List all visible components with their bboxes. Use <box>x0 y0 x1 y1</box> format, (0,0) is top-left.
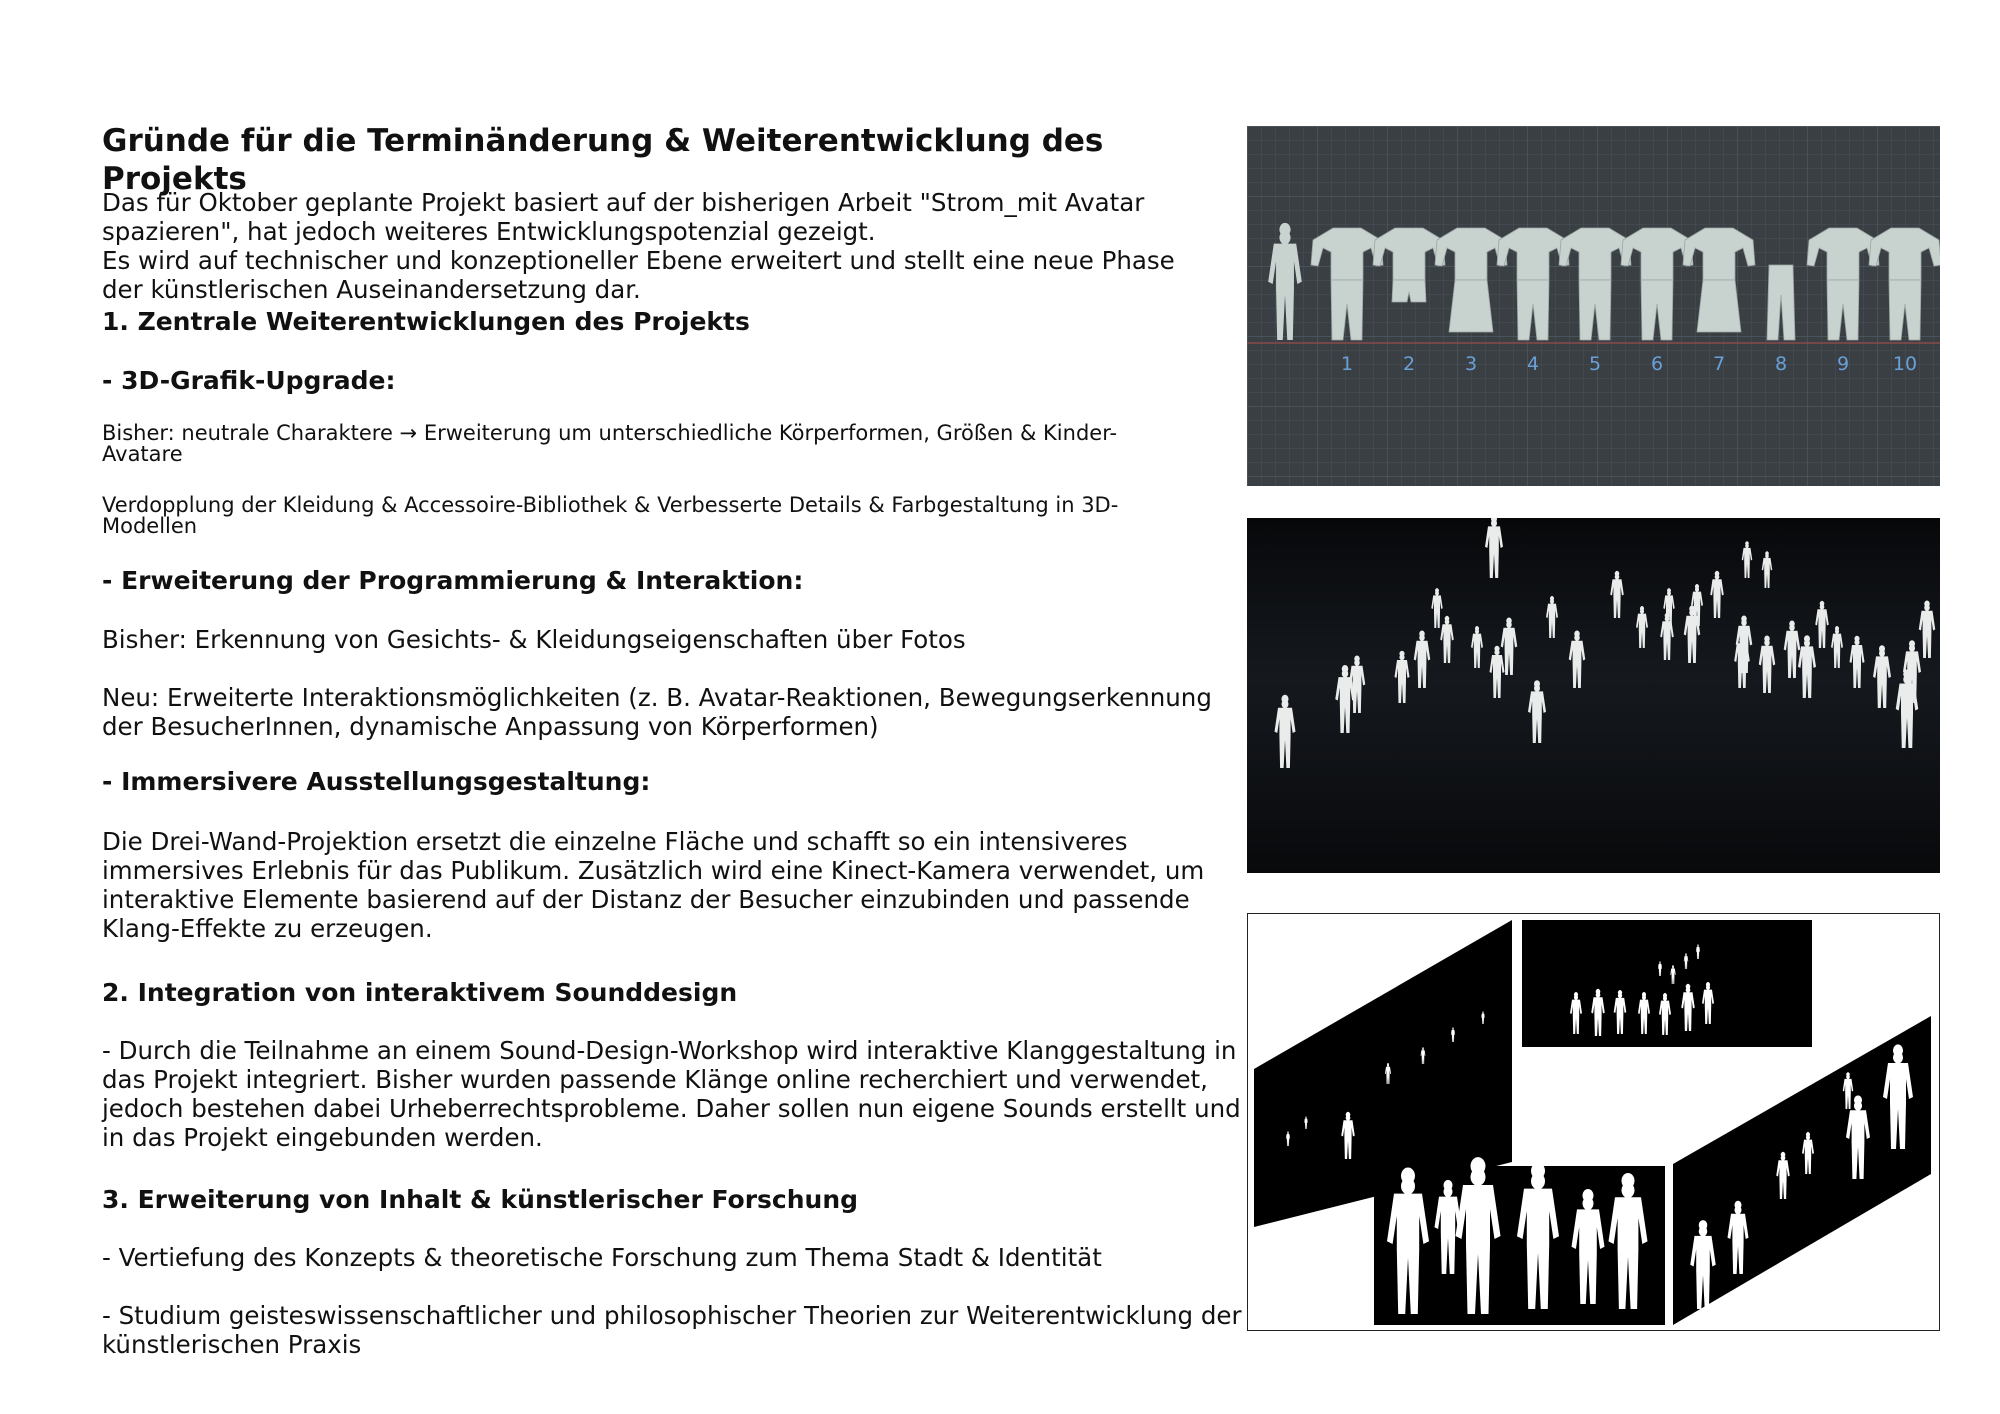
section-3-heading: 3. Erweiterung von Inhalt & künstlerischer Forschung <box>102 1185 859 1214</box>
avatar-number-label: 8 <box>1774 353 1788 375</box>
subsection-programming-p1: Bisher: Erkennung von Gesichts- & Kleidungseigenschaften über Fotos <box>102 625 966 654</box>
avatar-number-label: 3 <box>1464 353 1478 375</box>
avatar-number-label: 5 <box>1588 353 1602 375</box>
avatar-number-label: 10 <box>1892 353 1918 375</box>
scene-background <box>1247 518 1940 873</box>
avatar-number-label: 2 <box>1402 353 1416 375</box>
intro-paragraph: Das für Oktober geplante Projekt basiert auf der bisherigen Arbeit "Strom_mit Avatar spazieren", hat jedoch weiteres Entwicklungspotenzial gezeigt. Es wird auf technischer und konzeptioneller Ebene erweitert und stellt eine neue Phase der künstlerischen Auseinandersetzung dar. <box>102 188 1175 304</box>
avatar-number-label: 7 <box>1712 353 1726 375</box>
subsection-programming-p2: Neu: Erweiterte Interaktionsmöglichkeiten (z. B. Avatar-Reaktionen, Bewegungserkennung der BesucherInnen, dynamische Anpassung von Körperformen) <box>102 683 1212 741</box>
section-3-p1: - Vertiefung des Konzepts & theoretische Forschung zum Thema Stadt & Identität <box>102 1243 1102 1272</box>
section-3-p2: - Studium geisteswissenschaftlicher und philosophischer Theorien zur Weiterentwicklung der künstlerischen Praxis <box>102 1301 1242 1359</box>
subsection-exhibition-p1: Die Drei-Wand-Projektion ersetzt die einzelne Fläche und schafft so ein intensiveres immersives Erlebnis für das Publikum. Zusätzlich wird eine Kinect-Kamera verwendet, um interaktive Elemente basierend auf der Distanz der Besucher einzubinden und passende Klang-Effekte zu erzeugen. <box>102 827 1205 943</box>
avatar-lineup-image <box>1247 126 1940 486</box>
section-1-heading: 1. Zentrale Weiterentwicklungen des Projekts <box>102 307 750 336</box>
avatar-number-label: 6 <box>1650 353 1664 375</box>
subsection-exhibition-heading: - Immersivere Ausstellungsgestaltung: <box>102 767 651 796</box>
page-title: Gründe für die Terminänderung & Weiterentwicklung des Projekts <box>102 123 1104 197</box>
subsection-3d-p2: Verdopplung der Kleidung & Accessoire-Bibliothek & Verbesserte Details & Farbgestaltung in 3D- Modellen <box>102 493 1119 538</box>
three-wall-projection-image <box>1247 913 1940 1331</box>
subsection-programming-heading: - Erweiterung der Programmierung & Interaktion: <box>102 566 804 595</box>
avatar-number-label: 4 <box>1526 353 1540 375</box>
section-2-p1: - Durch die Teilnahme an einem Sound-Design-Workshop wird interaktive Klanggestaltung in das Projekt integriert. Bisher wurden passende Klänge online recherchiert und verwendet, jedoch bestehen dabei Urheberrechtsprobleme. Daher sollen nun eigene Sounds erstellt und in das Projekt eingebunden werden. <box>102 1036 1241 1152</box>
subsection-3d-p1: Bisher: neutrale Charaktere → Erweiterung um unterschiedliche Körperformen, Größen & Kinder- Avatare <box>102 421 1118 466</box>
avatar-number-label: 9 <box>1836 353 1850 375</box>
subsection-3d-heading: - 3D-Grafik-Upgrade: <box>102 366 396 395</box>
avatar-crowd-image <box>1247 518 1940 873</box>
section-2-heading: 2. Integration von interaktivem Sounddesign <box>102 978 738 1007</box>
right-wall <box>1673 1016 1931 1325</box>
avatar-number-label: 1 <box>1340 353 1354 375</box>
